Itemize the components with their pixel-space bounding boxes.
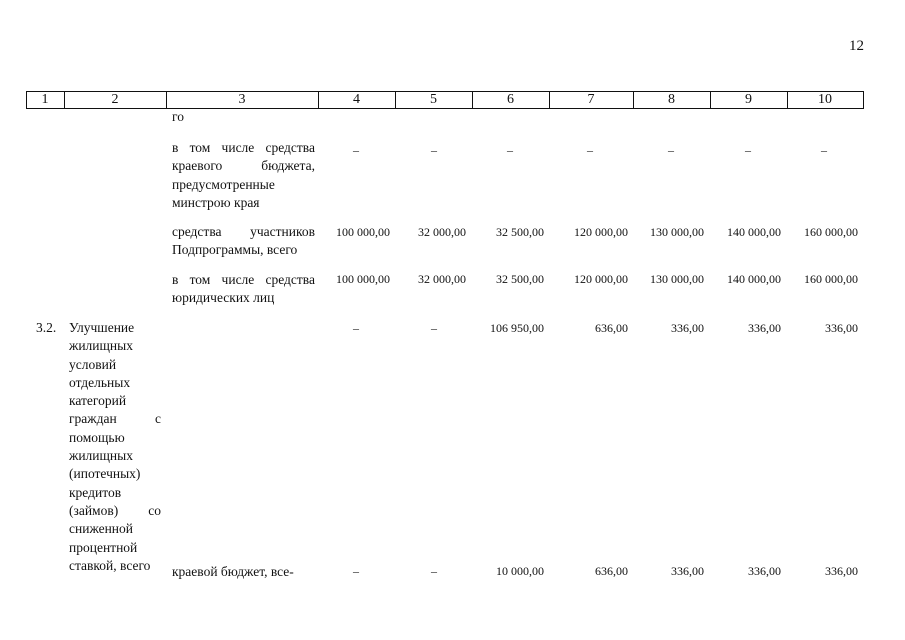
header-divider (787, 91, 788, 109)
header-cell: 8 (633, 91, 710, 109)
cell-value: 120 000,00 (574, 225, 628, 239)
row-description: краевой бюджет, все- (172, 564, 294, 579)
cell-value: 100 000,00 (336, 225, 390, 239)
header-cell: 7 (549, 91, 633, 109)
page-number: 12 (849, 38, 864, 54)
cell-value: 106 950,00 (490, 321, 544, 335)
cell-value: 636,00 (595, 564, 628, 578)
cell-value: 336,00 (825, 321, 858, 335)
cell-value: – (431, 564, 437, 578)
header-divider (64, 91, 65, 109)
cell-value: 120 000,00 (574, 272, 628, 286)
cell-value: 140 000,00 (727, 272, 781, 286)
row-description: в том числе средства юридических лиц (172, 272, 315, 306)
cell-value: – (353, 321, 359, 335)
header-divider (472, 91, 473, 109)
row-description: в том числе средства краевого бюджета, предусмотренные минстрою края (172, 140, 315, 210)
header-cell: 10 (787, 91, 863, 109)
cell-value: 140 000,00 (727, 225, 781, 239)
header-divider (863, 91, 864, 109)
header-divider (166, 91, 167, 109)
header-cell: 9 (710, 91, 787, 109)
cell-value: 100 000,00 (336, 272, 390, 286)
cell-value: 636,00 (595, 321, 628, 335)
cell-value: 10 000,00 (496, 564, 544, 578)
cell-value: 32 000,00 (418, 225, 466, 239)
header-cell: 4 (318, 91, 395, 109)
header-divider (633, 91, 634, 109)
header-cell: 3 (166, 91, 318, 109)
cell-value: – (507, 143, 513, 157)
row-title: Улучшение жилищных условий отдельных категорий граждан с помощью жилищных (ипотечных) кредитов (займов) со сниженной процентной ставкой, всего (69, 320, 161, 573)
cell-value: 336,00 (748, 321, 781, 335)
cell-value: – (587, 143, 593, 157)
cell-value: 160 000,00 (804, 225, 858, 239)
cell-value: – (821, 143, 827, 157)
header-divider (395, 91, 396, 109)
header-cell: 1 (26, 91, 64, 109)
cell-value: – (431, 143, 437, 157)
header-divider (26, 91, 27, 109)
cell-value: – (431, 321, 437, 335)
header-cell: 2 (64, 91, 166, 109)
cell-value: 130 000,00 (650, 272, 704, 286)
header-divider (710, 91, 711, 109)
cell-value: 32 500,00 (496, 272, 544, 286)
cell-value: 32 000,00 (418, 272, 466, 286)
cell-value: – (353, 564, 359, 578)
row-number: 3.2. (36, 320, 57, 335)
cell-value: 32 500,00 (496, 225, 544, 239)
cell-value: 336,00 (671, 321, 704, 335)
header-divider (549, 91, 550, 109)
cell-value: 336,00 (825, 564, 858, 578)
cell-value: – (353, 143, 359, 157)
header-cell: 5 (395, 91, 472, 109)
cell-value: – (668, 143, 674, 157)
cell-value: – (745, 143, 751, 157)
cell-value: 336,00 (671, 564, 704, 578)
row-description: средства участников Подпрограммы, всего (172, 224, 315, 258)
row-description: го (172, 109, 184, 124)
cell-value: 160 000,00 (804, 272, 858, 286)
header-divider (318, 91, 319, 109)
header-cell: 6 (472, 91, 549, 109)
cell-value: 130 000,00 (650, 225, 704, 239)
cell-value: 336,00 (748, 564, 781, 578)
